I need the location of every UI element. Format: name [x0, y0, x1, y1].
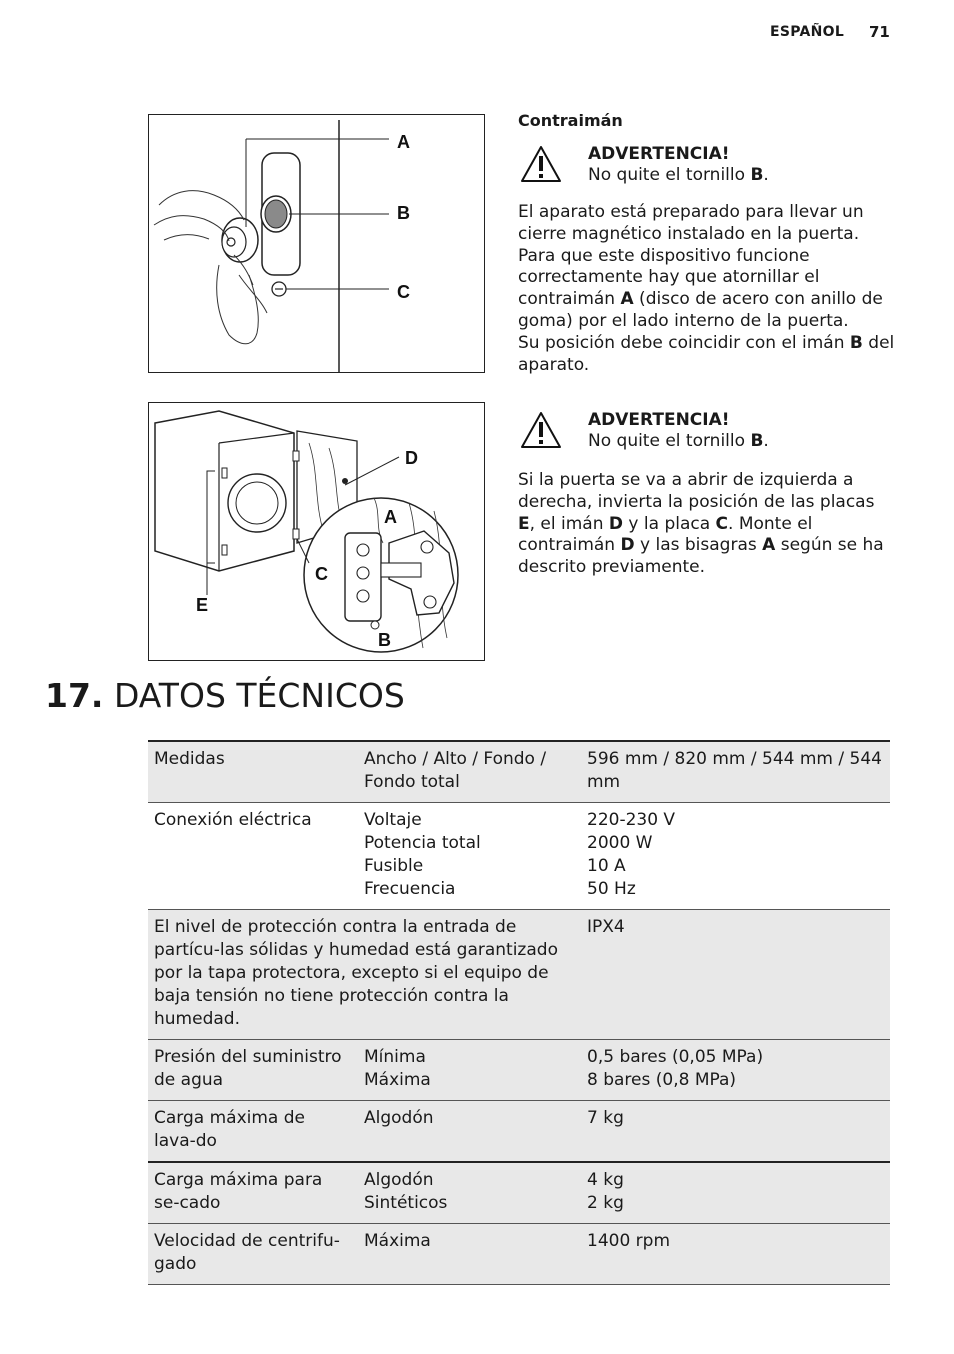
table-cell: 1400 rpm — [581, 1224, 890, 1285]
figure2-label-b: B — [378, 630, 391, 650]
table-row — [148, 1101, 890, 1163]
paragraph-door-reversal: Si la puerta se va a abrir de izquierda a derecha, invierta la posición de las placas E, el imán D y la placa C. Monte el contraimán D y las bisagras A según se ha descrito previamente. — [518, 470, 884, 578]
warning-text: No quite el tornillo B. — [588, 431, 769, 451]
table-cell: El nivel de protección contra la entrada de partícu-las sólidas y humedad está garantizado por la tapa protectora, excepto si el equipo de baja tensión no tiene protección contra la humedad. — [148, 910, 581, 1040]
table-cell: Presión del suministro de agua — [148, 1040, 358, 1101]
paragraph-counter-magnet: El aparato está preparado para llevar un cierre magnético instalado en la puerta. Para que este dispositivo funcione correctamente hay que atornillar el contraimán A (disco de acero con anillo de goma) por el lado interno de la puerta. Su posición debe coincidir con el imán B del aparato. — [518, 202, 895, 375]
figure-hinge-detail — [148, 402, 485, 661]
table-row — [148, 910, 890, 1040]
section-title: Contraimán — [518, 111, 623, 130]
table-cell: 0,5 bares (0,05 MPa) 8 bares (0,8 MPa) — [581, 1040, 890, 1101]
figure2-label-c: C — [315, 564, 328, 584]
table-cell: Máxima — [358, 1224, 581, 1285]
figure-counter-magnet — [148, 114, 485, 373]
warning-icon — [519, 410, 563, 450]
table-cell: Carga máxima de lava-do — [148, 1101, 358, 1163]
technical-data-table — [148, 740, 890, 1285]
figure1-label-b: B — [397, 203, 410, 223]
table-cell: 220-230 V 2000 W 10 A 50 Hz — [587, 810, 676, 899]
table-cell: Algodón Sintéticos — [358, 1162, 581, 1224]
table-cell: Carga máxima para se-cado — [148, 1162, 358, 1224]
figure2-label-d: D — [405, 448, 418, 468]
figure1-label-a: A — [397, 132, 410, 152]
warning-title: ADVERTENCIA! — [588, 144, 730, 164]
table-cell: Conexión eléctrica — [154, 810, 312, 830]
warning-box-2 — [519, 410, 899, 460]
figure2-label-a: A — [384, 507, 397, 527]
header-language: ESPAÑOL — [770, 24, 845, 40]
table-row — [148, 1162, 890, 1224]
warning-title: ADVERTENCIA! — [588, 410, 730, 430]
table-row — [148, 741, 890, 803]
figure1-label-c: C — [397, 282, 410, 302]
table-cell: Mínima Máxima — [358, 1040, 581, 1101]
hinge-illustration — [149, 403, 484, 660]
table-cell: Medidas — [148, 741, 358, 803]
warning-box-1 — [519, 144, 899, 194]
chapter-number: 17. — [45, 676, 104, 715]
table-row — [148, 1224, 890, 1285]
table-cell: 596 mm / 820 mm / 544 mm / 544 mm — [581, 741, 890, 803]
table-cell: Voltaje Potencia total Fusible Frecuencia — [364, 810, 481, 899]
chapter-title: DATOS TÉCNICOS — [113, 676, 405, 715]
table-cell: Algodón — [358, 1101, 581, 1163]
warning-icon — [519, 144, 563, 184]
table-row — [148, 803, 890, 910]
table-row — [148, 1040, 890, 1101]
page-number: 71 — [869, 23, 890, 41]
counter-magnet-illustration — [149, 115, 484, 372]
figure2-label-e: E — [196, 595, 209, 615]
chapter-heading — [45, 676, 405, 715]
table-cell: IPX4 — [581, 910, 890, 1040]
table-cell: 4 kg 2 kg — [581, 1162, 890, 1224]
table-cell: Ancho / Alto / Fondo / Fondo total — [358, 741, 581, 803]
warning-text: No quite el tornillo B. — [588, 165, 769, 185]
table-cell: 7 kg — [581, 1101, 890, 1163]
table-cell: Velocidad de centrifu-gado — [148, 1224, 358, 1285]
